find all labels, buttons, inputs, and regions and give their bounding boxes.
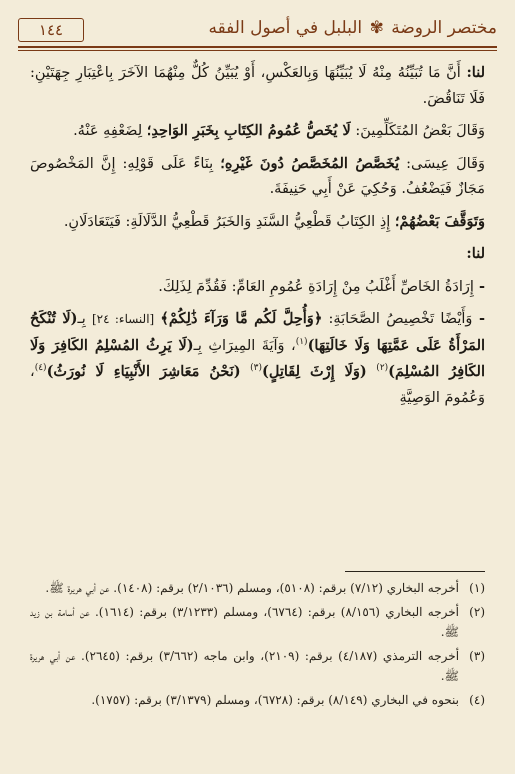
paragraph-text: لِضَعْفِهِ عَنْهُ. (73, 123, 143, 139)
paragraph-text: إِرَادَةُ الخَاصِّ أَغْلَبُ مِنْ إِرَادَةِ عُمُومِ العَامِّ: فَقُدِّمَ لِذَلِكَ. (158, 278, 474, 295)
footnote-text: بنحوه في البخاري (٨/١٤٩) برقم: (٦٧٢٨)، ومسلم (٣/١٣٧٩) برقم: (١٧٥٧). (91, 693, 459, 707)
matn-text: يُخَصَّصُ المُخَصَّصُ دُونَ غَيْرِهِ؛ (220, 154, 400, 172)
footnote-text: أخرجه البخاري (٨/١٥٦) برقم: (٦٧٦٤)، ومسلم (٣/١٢٣٣) برقم: (١٦١٤). عن أسامة بن زيد ﷺ. (30, 605, 459, 639)
paragraph (30, 209, 485, 236)
running-title-part2: البلبل في أصول الفقه (208, 18, 363, 38)
footnote-number: (٢) (469, 605, 485, 619)
footnote-text: أخرجه الترمذي (٤/١٨٧) برقم: (٢١٠٩)، وابن ماجه (٣/٦٦٢) برقم: (٢٦٤٥). عن أبي هريرة ﷺ. (30, 649, 460, 683)
paragraph-text: أَنَّ مَا تُبَيِّنُهُ مِنْهُ لَا يُبَيِّنُهَا وَبِالعَكْسِ، أَوْ يُبَيِّنُ كُلٌّ مِنْهُمَا الآخَرَ بِاعْتِبَارِ جِهَتَيْنِ: فَلَا تَنَاقُضَ. (30, 65, 485, 107)
hadith-text: (لَا تُنْكَحُ المَرْأَةُ عَلَى عَمَّتِهَا وَلَا خَالَتِهَا) (30, 310, 486, 354)
page-header (18, 14, 497, 54)
title-separator: ✾ (369, 18, 384, 38)
paragraph (30, 151, 485, 203)
footnote-number: (١) (469, 581, 485, 595)
paragraph-text: وَقَالَ بَعْضُ المُتَكَلِّمِينَ: (355, 123, 485, 139)
paragraph-text: بِنَاءً عَلَى قَوْلِهِ: إِنَّ المَخْصُوصَ مَجَازٌ فَيَضْعُفُ. وَحُكِيَ عَنْ أَبِي حَنِيفَةَ. (30, 155, 485, 197)
footnote-item (30, 578, 485, 598)
paragraph-text: ، وَآيَةَ المِيرَاثِ بِـ (193, 337, 296, 354)
header-rule-thin (18, 50, 497, 51)
paragraph (30, 274, 485, 301)
main-text (30, 60, 485, 417)
footnote-item (30, 602, 485, 642)
footnote-number: (٤) (469, 693, 485, 707)
label-lana: لنا: (466, 64, 486, 81)
paragraph-text: إِذِ الكِتَابُ قَطْعِيُّ السَّنَدِ وَالخَبَرُ قَطْعِيُّ الدَّلَالَةِ: فَيَتَعَادَلَانِ. (63, 213, 391, 230)
footnote-number: (٣) (469, 649, 485, 663)
footnote-marker[interactable]: (٤) (34, 363, 47, 374)
paragraph (30, 118, 485, 145)
dash-marker: - (473, 277, 485, 295)
hadith-text: (وَلَا إِرْثَ لِقَاتِلٍ) (262, 363, 367, 380)
paragraph (30, 306, 485, 411)
footnotes (30, 578, 485, 714)
hadith-text: (لَا يَرِثُ المُسْلِمُ الكَافِرَ وَلَا الكَافِرُ المُسْلِمَ) (30, 336, 486, 380)
running-title-part1: مختصر الروضة (391, 18, 497, 38)
footnote-item (30, 690, 485, 710)
footnote-item (30, 646, 485, 686)
paragraph-text: ، وَعُمُومَ الوَصِيَّةِ (30, 364, 485, 406)
footnote-marker[interactable]: (٣) (250, 363, 263, 374)
hadith-text: (نَحْنُ مَعَاشِرَ الأَنْبِيَاءِ لَا نُورَثُ) (46, 363, 241, 380)
running-title (197, 18, 497, 38)
header-rule (18, 46, 497, 48)
paragraph-text: وَأَيْضًا تَخْصِيصُ الصَّحَابَةِ: (328, 311, 473, 327)
matn-text: وَتَوَقَّفَ بَعْضُهُمْ؛ (394, 212, 485, 230)
paragraph-text: وَقَالَ عِيسَى: (406, 155, 485, 172)
matn-text: لَا يُخَصُّ عُمُومُ الكِتَابِ بِخَبَرِ الوَاحِدِ؛ (146, 122, 351, 139)
dash-marker: - (472, 310, 486, 327)
footnote-text: أخرجه البخاري (٧/١٢) برقم: (٥١٠٨)، ومسلم (٢/١٠٣٦) برقم: (١٤٠٨). عن أبي هريرة ﷺ. (45, 581, 459, 595)
quran-verse: ﴿وَأُحِلَّ لَكُم مَّا وَرَآءَ ذَٰلِكُمْ﴾ (160, 310, 323, 327)
footnote-marker[interactable]: (٢) (376, 363, 389, 374)
paragraph (30, 241, 485, 268)
verse-reference: [النساء: ٢٤] (91, 312, 155, 326)
footnote-separator (345, 571, 485, 572)
paragraph (30, 60, 485, 112)
footnote-marker[interactable]: (١) (295, 336, 308, 347)
paragraph-text: بِـ (77, 311, 86, 327)
label-lana: لنا: (466, 245, 485, 262)
page-number: ١٤٤ (18, 18, 84, 42)
